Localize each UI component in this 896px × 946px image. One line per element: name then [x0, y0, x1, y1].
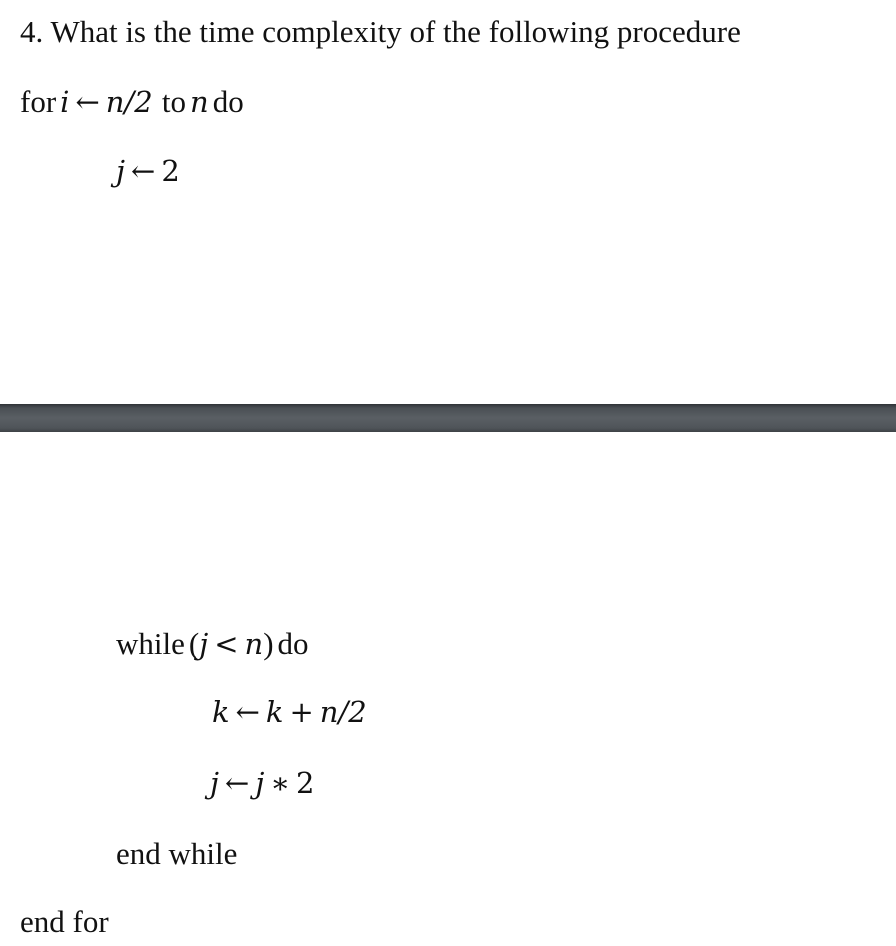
- var-j: j: [116, 154, 125, 188]
- open-paren: (: [188, 626, 200, 661]
- end-while: end while: [116, 836, 238, 871]
- section-divider: [0, 404, 896, 432]
- j-initialization: [116, 154, 180, 188]
- expr-n-half: n/2: [319, 695, 367, 729]
- k-update: [212, 695, 367, 729]
- while-right-n: n: [244, 627, 264, 661]
- assign-arrow: ←: [75, 85, 100, 119]
- factor-two: 2: [296, 766, 315, 800]
- do-keyword: do: [277, 626, 309, 661]
- assign-arrow: ←: [235, 695, 260, 729]
- for-loop-header: [20, 86, 244, 117]
- loop-var-i: i: [60, 85, 70, 119]
- question-text: 4. What is the time complexity of the following procedure: [20, 14, 741, 49]
- to-keyword: to: [161, 84, 186, 119]
- loop-end-n: n: [190, 85, 209, 119]
- close-paren: ): [263, 626, 274, 661]
- while-keyword: while: [116, 626, 185, 661]
- expr-j: j: [255, 766, 265, 800]
- do-keyword: do: [212, 84, 244, 119]
- while-loop-header: [116, 628, 309, 659]
- assign-arrow: ←: [131, 154, 156, 188]
- init-value: 2: [161, 154, 180, 188]
- plus-sign: +: [289, 695, 314, 729]
- less-than: <: [214, 627, 239, 661]
- while-left-j: j: [199, 627, 209, 661]
- var-k: k: [212, 695, 230, 729]
- for-expression: [60, 85, 162, 119]
- expr-k: k: [265, 695, 284, 729]
- var-j: j: [210, 766, 219, 800]
- times-sign: ∗: [270, 766, 291, 800]
- for-keyword: for: [20, 84, 57, 119]
- assign-arrow: ←: [225, 766, 250, 800]
- j-update: [210, 766, 315, 800]
- end-for: end for: [20, 904, 109, 939]
- loop-start: n/2: [105, 85, 153, 119]
